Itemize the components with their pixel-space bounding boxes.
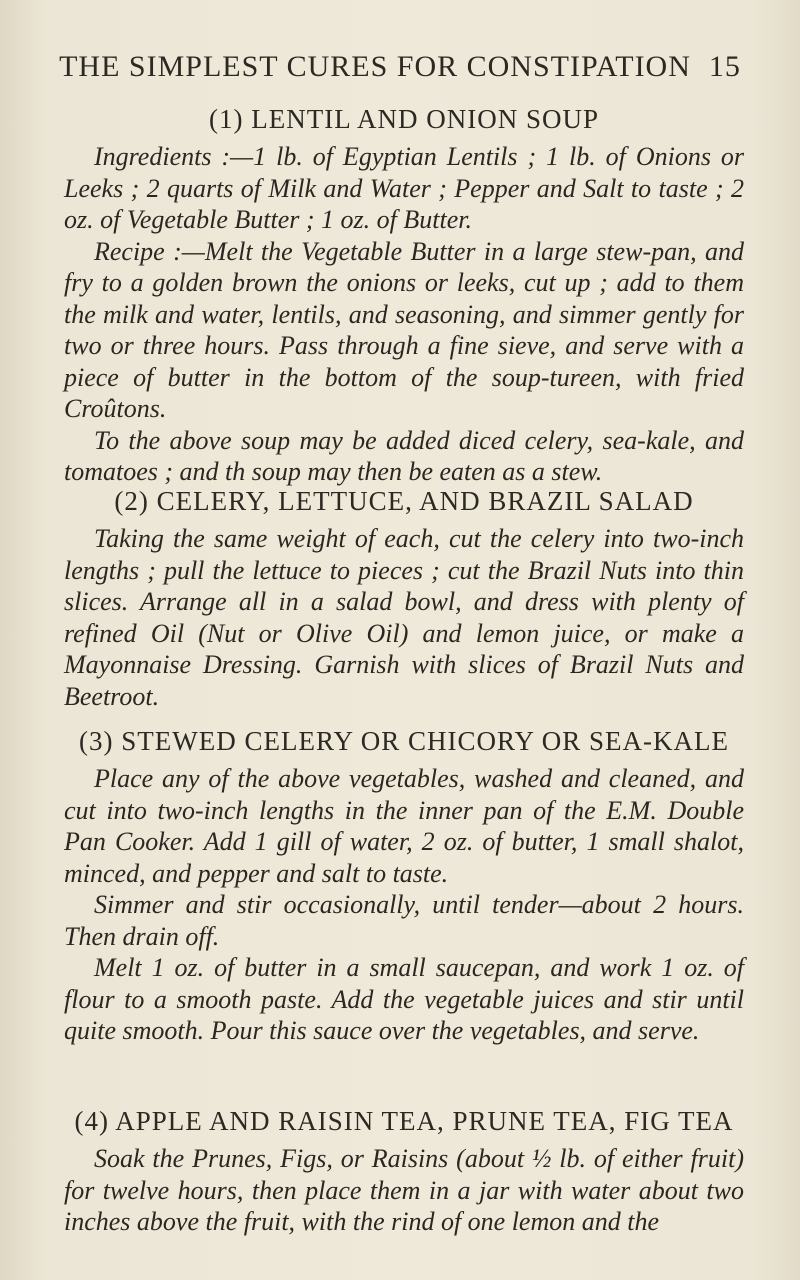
instructions-paragraph: Soak the Prunes, Figs, or Raisins (about ½ lb. of either fruit) for twelve hours, then place them in a jar with water about two inches above the fruit, with the rind of one lemon and the [64, 1144, 744, 1236]
instructions-paragraph: Melt 1 oz. of butter in a small saucepan, and work 1 oz. of flour to a smooth paste. Add the vegetable juices and stir until quite smooth. Pour this sauce over the vegetables, and serve. [64, 953, 744, 1045]
page-number: 15 [708, 50, 741, 83]
instructions-paragraph: Place any of the above vegetables, washed and cleaned, and cut into two-inch lengths in the inner pan of the E.M. Double Pan Cooker. Add 1 gill of water, 2 oz. of butter, 1 small shalot, minced, and pepper and salt to taste. [64, 764, 744, 888]
section-heading: (3) STEWED CELERY OR CHICORY OR SEA-KALE [79, 726, 729, 756]
ingredients-paragraph: Ingredients :—1 lb. of Egyptian Lentils ; 1 lb. of Onions or Leeks ; 2 quarts of Milk and Water ; Pepper and Salt to taste ; 2 oz. of Vegetable Butter ; 1 oz. of Butter. [64, 142, 744, 234]
section-heading: (2) CELERY, LETTUCE, AND BRAZIL SALAD [114, 486, 694, 516]
recipe-fruit-teas [64, 1106, 744, 1238]
section-heading: (1) LENTIL AND ONION SOUP [209, 104, 599, 134]
recipe-celery-lettuce-brazil-salad [64, 486, 744, 712]
instructions-paragraph: Taking the same weight of each, cut the celery into two-inch lengths ; pull the lettuce to pieces ; cut the Brazil Nuts into thin slices. Arrange all in a salad bowl, and dress with plenty of refined Oil (Nut or Olive Oil) and lemon juice, or make a Mayonnaise Dressing. Garnish with slices of Brazil Nuts and Beetroot. [64, 524, 744, 711]
note-paragraph: To the above soup may be added diced celery, sea-kale, and tomatoes ; and th soup may then be eaten as a stew. [64, 425, 744, 486]
recipe-lentil-onion-soup [64, 104, 744, 488]
running-head [40, 50, 760, 84]
instructions-paragraph: Simmer and stir occasionally, until tender—about 2 hours. Then drain off. [64, 890, 744, 951]
section-heading: (4) APPLE AND RAISIN TEA, PRUNE TEA, FIG TEA [74, 1106, 734, 1136]
recipe-stewed-celery [64, 726, 744, 1047]
running-head-title: THE SIMPLEST CURES FOR CONSTIPATION [59, 50, 691, 83]
recipe-paragraph: Recipe :—Melt the Vegetable Butter in a large stew-pan, and fry to a golden brown the onions or leeks, cut up ; add to them the milk and water, lentils, and seasoning, and simmer gently for two or three hours. Pass through a fine sieve, and serve with a piece of butter in the bottom of the soup-tureen, with fried Croûtons. [64, 236, 744, 423]
